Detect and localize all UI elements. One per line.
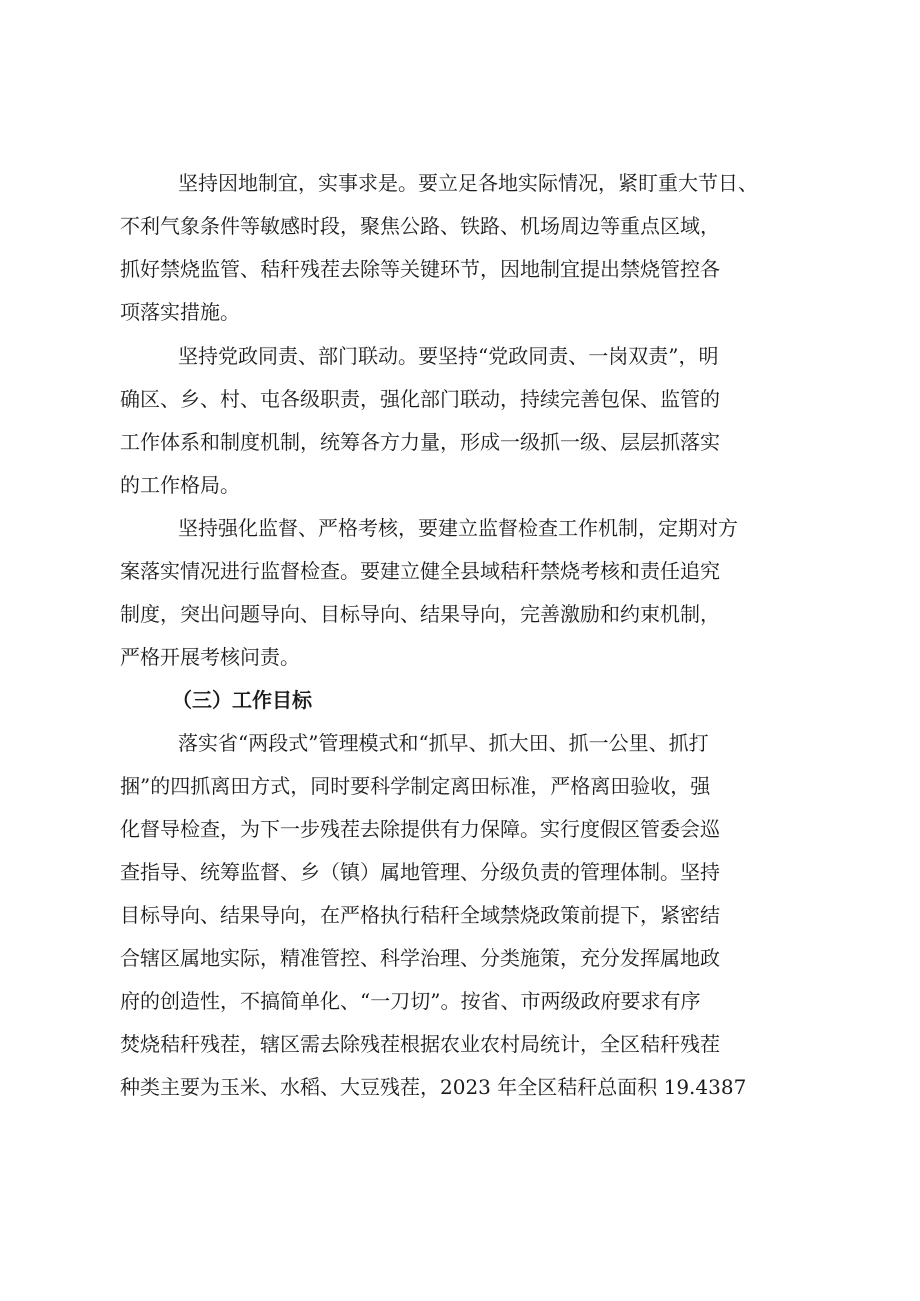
goal-paragraph-line-9: 种类主要为玉米、水稻、大豆残茬，2023 年全区秸秆总面积 19.4387 <box>120 1075 747 1099</box>
paragraph-3-line-4: 严格开展考核问责。 <box>120 645 300 669</box>
goal-paragraph-line-4: 查指导、统筹监督、乡（镇）属地管理、分级负责的管理体制。坚持 <box>120 860 720 884</box>
goal-paragraph-line-8: 焚烧秸秆残茬，辖区需去除残茬根据农业农村局统计，全区秸秆残茬 <box>120 1032 720 1056</box>
goal-paragraph-line-7: 府的创造性，不搞简单化、“一刀切”。按省、市两级政府要求有序 <box>120 989 701 1013</box>
paragraph-2-line-2: 确区、乡、村、屯各级职责，强化部门联动，持续完善包保、监管的 <box>120 387 720 411</box>
goal-paragraph-line-5: 目标导向、结果导向，在严格执行秸秆全域禁烧政策前提下，紧密结 <box>120 903 720 927</box>
paragraph-3-line-2: 案落实情况进行监督检查。要建立健全县域秸秆禁烧考核和责任追究 <box>120 559 720 583</box>
section-heading: （三）工作目标 <box>172 688 312 712</box>
paragraph-3-line-1: 坚持强化监督、严格考核，要建立监督检查工作机制，定期对方 <box>178 516 738 540</box>
goal-paragraph-line-2: 捆”的四抓离田方式，同时要科学制定离田标准，严格离田验收，强 <box>120 774 711 798</box>
goal-paragraph-line-6: 合辖区属地实际，精准管控、科学治理、分类施策，充分发挥属地政 <box>120 946 720 970</box>
paragraph-2-line-3: 工作体系和制度机制，统筹各方力量，形成一级抓一级、层层抓落实 <box>120 430 720 454</box>
goal-paragraph-line-1: 落实省“两段式”管理模式和“抓早、抓大田、抓一公里、抓打 <box>178 731 709 755</box>
paragraph-1-line-4: 项落实措施。 <box>120 300 240 324</box>
paragraph-1-line-2: 不利气象条件等敏感时段，聚焦公路、铁路、机场周边等重点区域， <box>120 214 720 238</box>
paragraph-2-line-1: 坚持党政同责、部门联动。要坚持“党政同责、一岗双责”，明 <box>178 344 719 368</box>
goal-paragraph-line-3: 化督导检查，为下一步残茬去除提供有力保障。实行度假区管委会巡 <box>120 817 720 841</box>
paragraph-1-line-1: 坚持因地制宜，实事求是。要立足各地实际情况，紧盯重大节日、 <box>178 171 758 195</box>
paragraph-1-line-3: 抓好禁烧监管、秸秆残茬去除等关键环节，因地制宜提出禁烧管控各 <box>120 257 720 281</box>
paragraph-3-line-3: 制度，突出问题导向、目标导向、结果导向，完善激励和约束机制， <box>120 602 720 626</box>
paragraph-2-line-4: 的工作格局。 <box>120 473 240 497</box>
